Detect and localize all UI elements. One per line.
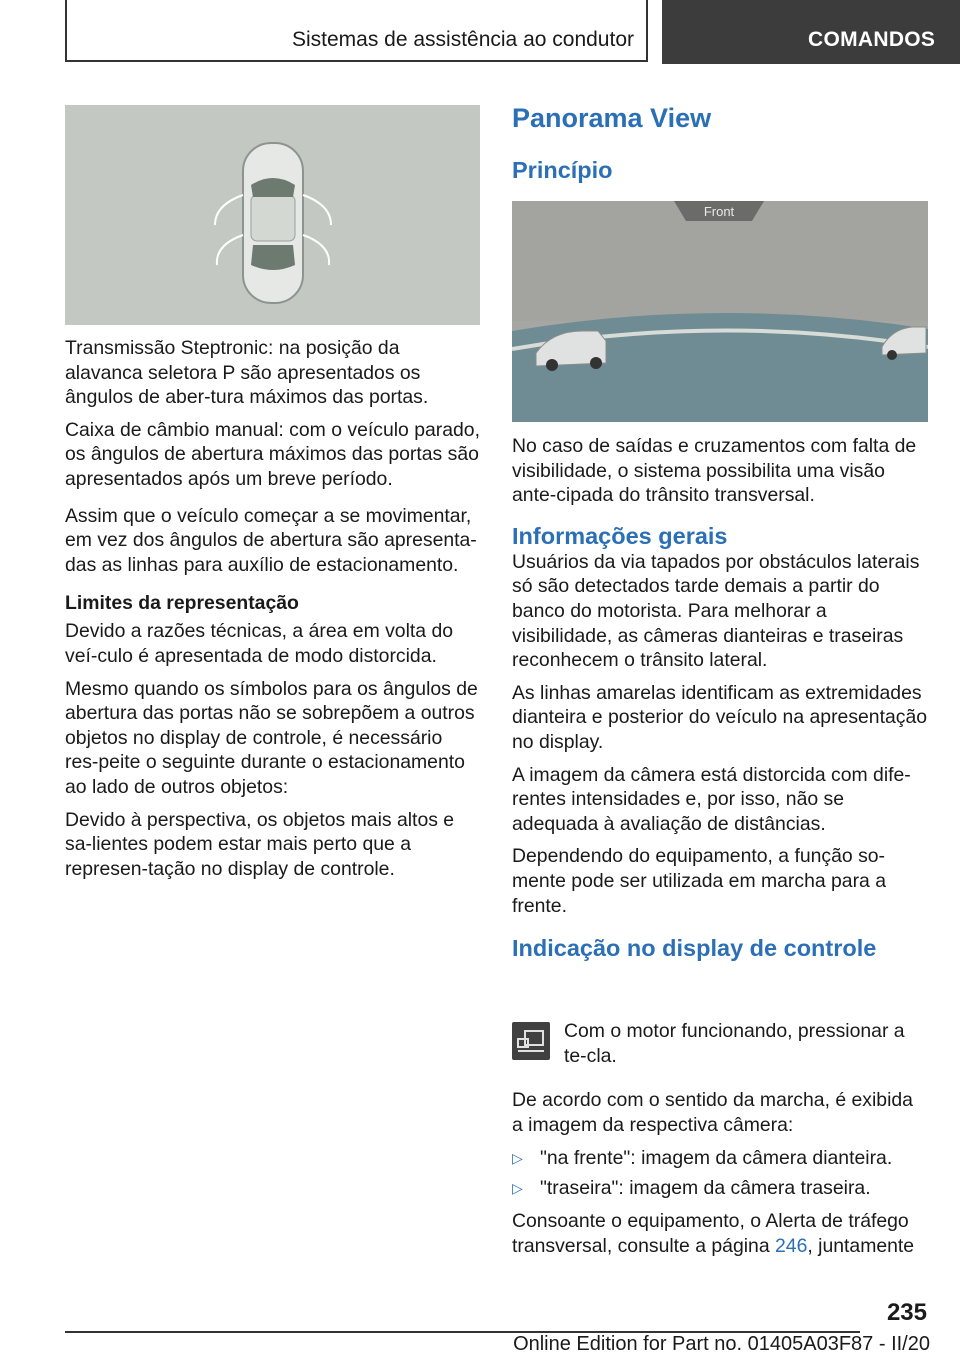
page-number: 235: [886, 1299, 927, 1326]
car-top-view-icon: [243, 143, 303, 303]
panorama-camera-figure: [512, 201, 928, 422]
subheading-limits: Limites da representação: [65, 592, 299, 615]
paragraph: Com o motor funcionando, pressionar a te‐cla.: [564, 1020, 905, 1067]
section-title: COMANDOS: [808, 28, 936, 51]
paragraph: Devido à perspectiva, os objetos mais altos e sa‐lientes podem estar mais perto que a represen‐tação no display de controle.: [65, 808, 455, 880]
paragraph: De acordo com o sentido da marcha, é exibida a imagem da respectiva câmera:: [512, 1089, 913, 1136]
chapter-title: Sistemas de assistência ao condutor: [291, 28, 634, 51]
camera-button-icon: [512, 1022, 550, 1060]
right-column-top: [512, 102, 928, 184]
paragraph-text: , juntamente: [807, 1234, 915, 1257]
left-column: [65, 336, 480, 881]
paragraph: Transmissão Steptronic: na posição da alavanca seletora P são apresentados os ângulos de aber‐tura máximos das portas.: [65, 337, 429, 409]
paragraph: As linhas amarelas identificam as extremidades dianteira e posterior do veículo na apresentação no display.: [512, 681, 928, 753]
heading-panorama-view: Panorama View: [512, 103, 712, 133]
right-column: [512, 434, 928, 962]
door-angle-figure: [65, 105, 480, 325]
page-link-246[interactable]: 246: [775, 1234, 808, 1257]
edition-footer: Online Edition for Part no. 01405A03F87 - II/20: [513, 1333, 930, 1355]
paragraph-text: Consoante o equipamento, o Alerta de tráfego transversal, consulte a página: [512, 1210, 909, 1257]
paragraph: Devido a razões técnicas, a área em volta do veí‐culo é apresentada de modo distorcida.: [65, 620, 454, 667]
list-item-text: "na frente": imagem da câmera dianteira.: [540, 1147, 893, 1169]
list-item-text: "traseira": imagem da câmera traseira.: [540, 1177, 871, 1199]
paragraph: Assim que o veículo começar a se movimentar, em vez dos ângulos de abertura são apresenta‐das as linhas para auxílio de estacionamento.: [65, 504, 477, 576]
list-item: [512, 1176, 928, 1201]
heading-principle: Princípio: [512, 157, 613, 183]
heading-display: Indicação no display de controle: [512, 935, 877, 962]
bullet-triangle-icon: ▷: [512, 1180, 523, 1196]
paragraph: Usuários da via tapados por obstáculos laterais só são detectados tarde demais a partir do banco do motorista. Para melhorar a visibilidade, as câmeras dianteiras e traseiras reconhecem o trânsito lateral.: [512, 550, 920, 672]
paragraph: Mesmo quando os símbolos para os ângulos de abertura das portas não se sobrepõem a outros objetos no display de controle, é necessário res‐peite o seguinte durante o estacionamento ao lado de outros objetos:: [65, 677, 478, 798]
paragraph: No caso de saídas e cruzamentos com falta de visibilidade, o sistema possibilita uma visão ante‐cipada do trânsito transversal.: [512, 435, 917, 507]
press-key-text: [564, 1019, 928, 1068]
paragraph: A imagem da câmera está distorcida com dife‐rentes intensidades e, por isso, não se adequada à avaliação de distâncias.: [512, 763, 911, 835]
right-column-bottom: [512, 1088, 928, 1137]
paragraph: Dependendo do equipamento, a função so‐mente pode ser utilizada em marcha para a frente.: [512, 845, 887, 917]
list-item: [512, 1146, 928, 1171]
paragraph: Caixa de câmbio manual: com o veículo parado, os ângulos de abertura máximos das portas são apresentados após um breve período.: [65, 418, 480, 490]
front-label: Front: [703, 204, 735, 219]
cross-traffic-paragraph: [512, 1209, 928, 1258]
header-chapter-box: [65, 0, 648, 62]
bullet-triangle-icon: ▷: [512, 1150, 523, 1166]
heading-general-info: Informações gerais: [512, 522, 728, 549]
